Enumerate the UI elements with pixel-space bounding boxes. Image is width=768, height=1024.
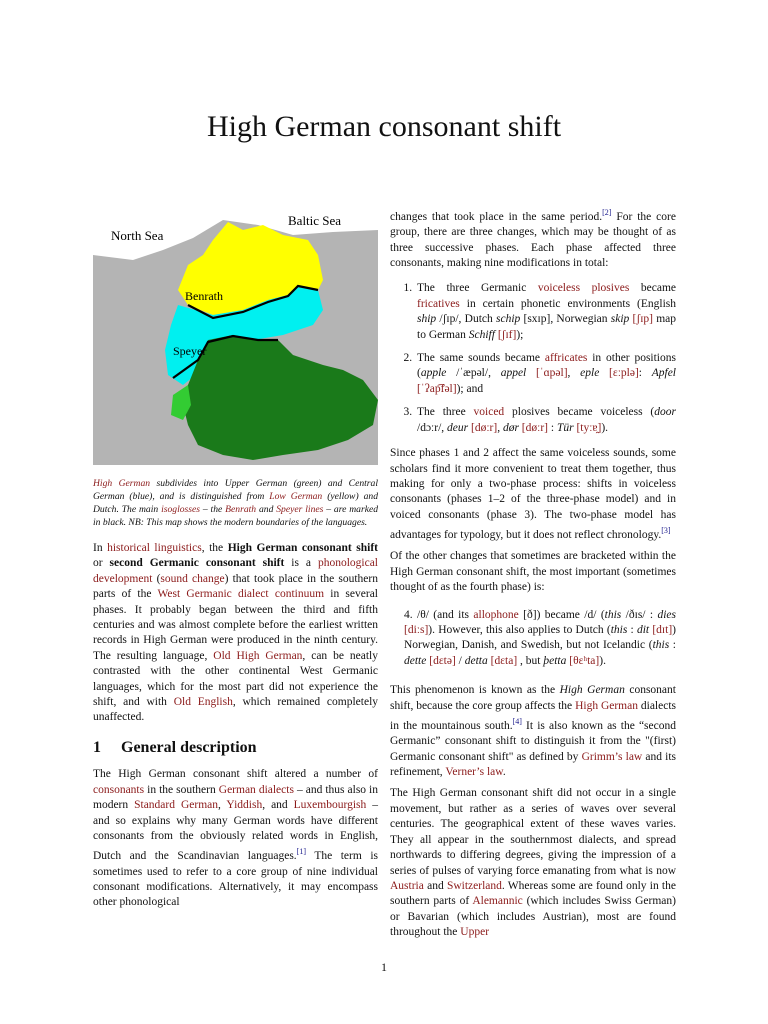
link-west-germanic-continuum[interactable]: West Germanic dialect continuum xyxy=(157,588,325,601)
link-consonants[interactable]: consonants xyxy=(93,783,145,796)
list-item: 3. The three voiced plosives became voiceless (door /dɔːr/, deur [døːr], dør [døːr] : Tür [tyːɐ̯]). xyxy=(415,405,676,436)
link-high-german[interactable]: High German xyxy=(575,699,638,712)
link-voiceless-plosives[interactable]: voiceless plosives xyxy=(537,282,630,295)
waves-paragraph: The High German consonant shift did not occur in a single movement, but rather as a series of waves over several centuries. The geographical extent of these waves varies. They all appear in the southernmost dialects, and spread northwards to differing degrees, giving the impression of a series of pulses of varying force emanating from what is now Austria and Switzerland. Whereas some are found only in the southern parts of Alemannic (which includes Swiss German) or Bavarian (which includes Austrian), most are found throughout the Upper xyxy=(390,787,676,939)
two-phase-paragraph: Since phases 1 and 2 affect the same voiceless sounds, some scholars find it more convenient to treat them together, thus making for only a two-phase process: shifts in voiceless consonants (phases 1–2 of the three-phase model) and in voiced consonants (phase 3). The two-phase model has advantages for typology, but it does not reflect chronology.[3] xyxy=(390,447,676,541)
link-upper[interactable]: Upper xyxy=(460,926,490,939)
section-heading: 1 General description xyxy=(93,738,257,756)
link-austria[interactable]: Austria xyxy=(390,879,424,892)
page-number: 1 xyxy=(381,960,387,974)
link-ipa[interactable]: [døːr] xyxy=(471,421,498,434)
link-ipa[interactable]: [døːr] xyxy=(521,421,548,434)
link-affricates[interactable]: affricates xyxy=(544,352,588,365)
link-ipa[interactable]: [θɛʰta] xyxy=(569,654,600,667)
link-old-high-german[interactable]: Old High German xyxy=(213,649,303,662)
fourth-phase-item: 4. /θ/ (and its allophone [ð]) became /d/ (this /ðɪs/ : dies [diːs]). However, this also applies to Dutch (this : dit [dɪt]) Norwegian, Danish, and Swedish, but not Icelandic (this : dette [dɛtə] / detta [dɛta] , but þetta [θɛʰta]). xyxy=(404,608,676,667)
phase-list xyxy=(390,281,676,436)
page-title: High German consonant shift xyxy=(206,110,562,143)
map-label-north-sea: North Sea xyxy=(111,228,164,243)
link-sound-change[interactable]: sound change xyxy=(160,572,225,585)
link-speyer-lines[interactable]: Speyer lines xyxy=(276,504,324,515)
left-column xyxy=(93,200,378,917)
phenomenon-paragraph: This phenomenon is known as the High German consonant shift, because the core group affects the High German dialects in the mountainous south.[4] It is also known as the “second Germanic” consonant shift to distinguish it from the "(first) Germanic consonant shift" as defined by Grimm’s law and its refinement, Verner’s law. xyxy=(390,684,677,779)
ref-2[interactable]: [2] xyxy=(602,208,612,217)
general-description-paragraph: The High German consonant shift altered a number of consonants in the southern German dialects – and thus also in modern Standard German, Yiddish, and Luxembourgish – and so explains why many German words have different consonants from the obviously related words in English, Dutch and the Scandinavian languages.[1] The term is sometimes used to refer to a core group of nine individual consonant modifications. Alternatively, it may encompass other phonological xyxy=(93,768,379,909)
link-allophone[interactable]: allophone xyxy=(473,608,519,621)
list-item: 2. The same sounds became affricates in other positions (apple /ˈæpəl/, appel [ˈɑpəl], eple [ɛːplə]: Apfel [ˈʔap͡fəl]); and xyxy=(415,351,676,397)
link-ipa[interactable]: [dɛtə] xyxy=(429,654,456,667)
link-high-german[interactable]: High German xyxy=(93,478,151,489)
link-ipa[interactable]: [ˈɑpəl] xyxy=(535,367,568,380)
link-yiddish[interactable]: Yiddish xyxy=(226,799,263,812)
map-caption: High German subdivides into Upper German (green) and Central German (blue), and is distinguished from Low German (yellow) and Dutch. The main isoglosses – the Benrath and Speyer lines – are marked in black. NB: This map shows the modern boundaries of the languages. xyxy=(93,478,379,528)
other-changes-paragraph: Of the other changes that sometimes are bracketed within the High German consonant shift, the most important (sometimes thought of as the fourth phase) is: xyxy=(390,550,676,594)
link-ipa[interactable]: [dɛta] xyxy=(490,654,518,667)
link-ipa[interactable]: [dɪt] xyxy=(652,624,673,636)
link-switzerland[interactable]: Switzerland xyxy=(446,879,502,892)
link-verners-law[interactable]: Verner’s law xyxy=(445,766,503,779)
link-voiced[interactable]: voiced xyxy=(473,406,505,419)
right-intro-paragraph: changes that took place in the same period.[2] For the core group, there are three changes, which may be thought of as three successive phases. Each phase affected three consonants, making nine modifications in total: xyxy=(390,208,676,270)
map-label-benrath: Benrath xyxy=(185,289,223,303)
link-ipa[interactable]: [ˈʔap͡fəl] xyxy=(417,382,457,395)
link-fricatives[interactable]: fricatives xyxy=(417,297,460,310)
list-item: 1. The three Germanic voiceless plosives became fricatives in certain phonetic environments (English ship /ʃɪp/, Dutch schip [sxɪp], Norwegian skip [ʃɪp] map to German Schiff [ʃɪf]); xyxy=(415,281,676,343)
link-old-english[interactable]: Old English xyxy=(173,696,233,709)
link-ipa[interactable]: [tyːɐ̯] xyxy=(576,421,602,434)
link-ipa[interactable]: [ɛːplə] xyxy=(609,367,639,380)
dialect-map xyxy=(93,200,378,465)
right-column xyxy=(390,205,676,947)
ref-4[interactable]: [4] xyxy=(512,717,522,727)
map-label-baltic-sea: Baltic Sea xyxy=(288,213,342,228)
link-alemannic[interactable]: Alemannic xyxy=(472,895,523,908)
link-benrath[interactable]: Benrath xyxy=(225,504,257,515)
intro-paragraph: In historical linguistics, the High German consonant shift or second Germanic consonant shift is a phonological development (sound change) that took place in the southern parts of the West Germanic dialect continuum in several phases. It probably began between the third and fifth centuries and was almost complete before the earliest written records in High German were produced in the ninth century. The resulting language, Old High German, can be neatly contrasted with the other continental West Germanic languages, which for the most part did not experience the shift, and with Old English, which remained completely unaffected. xyxy=(93,542,379,724)
link-standard-german[interactable]: Standard German xyxy=(134,799,218,812)
ref-1[interactable]: [1] xyxy=(296,847,306,857)
link-grimms-law[interactable]: Grimm’s law xyxy=(581,750,643,763)
link-ipa[interactable]: [ʃɪf] xyxy=(497,328,517,341)
ref-3[interactable]: [3] xyxy=(661,526,671,536)
link-historical-linguistics[interactable]: historical linguistics xyxy=(107,542,202,554)
link-ipa[interactable]: [diːs] xyxy=(404,624,429,636)
map-label-speyer: Speyer xyxy=(173,344,207,358)
link-low-german[interactable]: Low German xyxy=(269,491,323,502)
link-ipa[interactable]: [ʃɪp] xyxy=(632,313,653,326)
link-luxembourgish[interactable]: Luxembourgish xyxy=(293,799,367,812)
link-phonological-development[interactable]: phonological development xyxy=(93,557,378,585)
link-german-dialects[interactable]: German dialects xyxy=(218,783,294,796)
link-isoglosses[interactable]: isoglosses xyxy=(161,504,200,515)
